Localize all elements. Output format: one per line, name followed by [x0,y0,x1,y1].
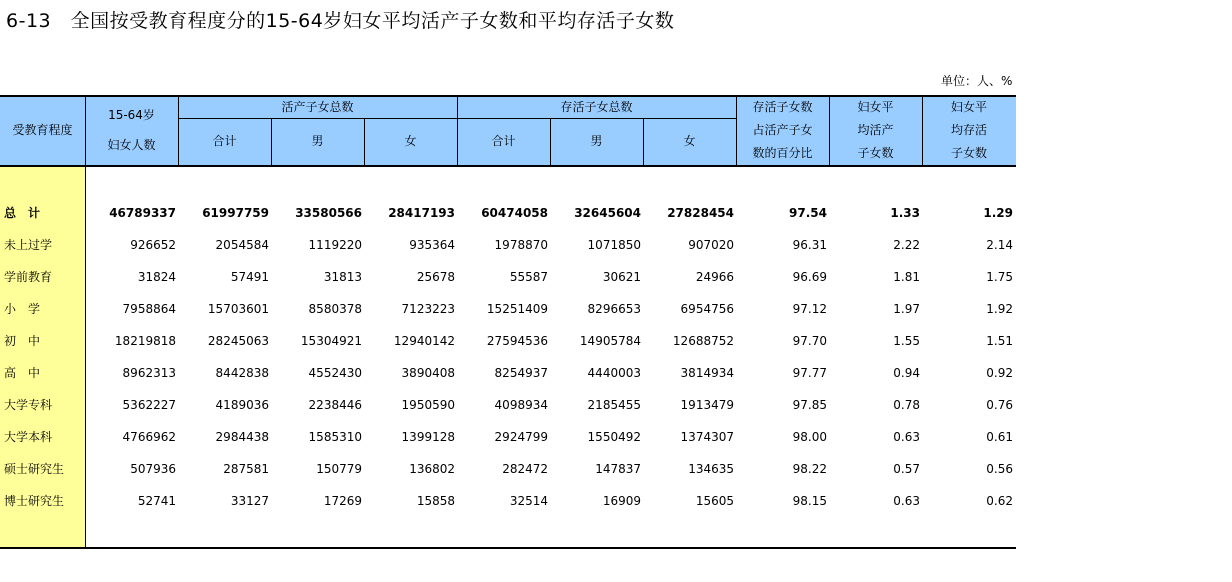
table-cell: 46789337 [109,206,176,220]
table-cell: 2984438 [215,430,269,444]
table-cell: 1950590 [401,398,455,412]
table-cell: 97.12 [792,302,827,316]
header-women-count: 15-64岁 [108,108,155,122]
table-row [0,491,1016,511]
table-cell: 1.97 [893,302,920,316]
table-cell: 32514 [509,494,548,508]
table-cell: 0.61 [986,430,1013,444]
table-cell: 98.22 [792,462,827,476]
page-title: 6-13 全国按受教育程度分的15-64岁妇女平均活产子女数和平均存活子女数 [6,10,675,32]
table-cell: 16909 [602,494,641,508]
table-cell: 28245063 [207,334,269,348]
table-cell: 25678 [416,270,455,284]
row-label: 初 中 [4,334,41,348]
divider [85,97,86,548]
table-cell: 134635 [688,462,734,476]
table-cell: 287581 [223,462,269,476]
row-label: 博士研究生 [4,494,65,508]
table-cell: 97.54 [789,206,827,220]
header-male: 男 [311,134,324,148]
table-cell: 1.75 [986,270,1013,284]
data-table [0,95,1016,550]
table-cell: 1978870 [494,238,548,252]
table-cell: 18219818 [114,334,176,348]
table-cell: 4189036 [215,398,269,412]
table-cell: 907020 [688,238,734,252]
row-label: 大学本科 [4,430,53,444]
table-cell: 33127 [230,494,269,508]
table-cell: 3890408 [401,366,455,380]
table-cell: 935364 [409,238,455,252]
header-avg-live: 妇女平 [857,100,894,114]
table-cell: 507936 [130,462,176,476]
header-ratio: 占活产子女 [752,123,813,137]
table-cell: 4766962 [122,430,176,444]
table-cell: 15304921 [300,334,362,348]
table-cell: 55587 [509,270,548,284]
header-avg-surviving: 子女数 [950,146,987,160]
table-cell: 0.63 [893,430,920,444]
table-cell: 4552430 [308,366,362,380]
header-female: 女 [404,134,417,148]
header-ratio: 存活子女数 [752,100,813,114]
table-cell: 1.51 [986,334,1013,348]
table-cell: 97.77 [792,366,827,380]
header-avg-surviving: 均存活 [950,123,987,137]
header-avg-surviving: 妇女平 [950,100,987,114]
unit-label: 单位：人、% [941,74,1013,88]
table-cell: 1913479 [680,398,734,412]
table-cell: 0.57 [893,462,920,476]
table-cell: 97.85 [792,398,827,412]
table-cell: 2924799 [494,430,548,444]
table-cell: 96.69 [792,270,827,284]
table-cell: 1.33 [890,206,920,220]
table-cell: 98.15 [792,494,827,508]
header-women-count: 妇女人数 [107,138,156,152]
table-cell: 2054584 [215,238,269,252]
table-cell: 14905784 [579,334,641,348]
table-cell: 1.81 [893,270,920,284]
table-cell: 33580566 [295,206,362,220]
table-row [0,267,1016,287]
row-label: 未上过学 [4,238,53,252]
table-cell: 1374307 [680,430,734,444]
table-cell: 60474058 [481,206,548,220]
table-row [0,331,1016,351]
table-cell: 15703601 [207,302,269,316]
table-cell: 98.00 [792,430,827,444]
table-cell: 1550492 [587,430,641,444]
table-cell: 2238446 [308,398,362,412]
table-cell: 0.78 [893,398,920,412]
table-cell: 0.56 [986,462,1013,476]
table-cell: 12688752 [672,334,734,348]
row-label: 大学专科 [4,398,53,412]
table-cell: 136802 [409,462,455,476]
header-sum: 合计 [212,134,237,148]
table-cell: 15251409 [486,302,548,316]
table-cell: 24966 [695,270,734,284]
table-row [0,363,1016,383]
table-cell: 147837 [595,462,641,476]
table-cell: 28417193 [388,206,455,220]
table-cell: 1399128 [401,430,455,444]
table-cell: 8254937 [494,366,548,380]
header-ratio: 数的百分比 [752,146,813,160]
header-sum: 合计 [491,134,516,148]
header-surviving: 存活子女总数 [560,100,633,114]
table-cell: 0.92 [986,366,1013,380]
table-cell: 0.94 [893,366,920,380]
row-label: 小 学 [4,302,41,316]
table-cell: 7958864 [122,302,176,316]
table-cell: 30621 [602,270,641,284]
table-cell: 97.70 [792,334,827,348]
divider [178,118,736,119]
table-cell: 31813 [323,270,362,284]
table-cell: 6954756 [680,302,734,316]
table-row [0,395,1016,415]
bottom-rule [0,547,1016,549]
row-label: 学前教育 [4,270,53,284]
header-female: 女 [683,134,696,148]
table-cell: 926652 [130,238,176,252]
table-row [0,203,1016,223]
table-cell: 3814934 [680,366,734,380]
table-cell: 4098934 [494,398,548,412]
table-cell: 0.62 [986,494,1013,508]
table-cell: 1585310 [308,430,362,444]
table-cell: 5362227 [122,398,176,412]
table-cell: 32645604 [574,206,641,220]
header-education: 受教育程度 [12,123,73,137]
row-label: 总 计 [4,206,41,220]
header-male: 男 [590,134,603,148]
header-avg-live: 均活产 [857,123,894,137]
table-cell: 7123223 [401,302,455,316]
table-cell: 17269 [323,494,362,508]
table-cell: 4440003 [587,366,641,380]
table-cell: 1119220 [308,238,362,252]
table-cell: 52741 [137,494,176,508]
table-cell: 150779 [316,462,362,476]
table-cell: 96.31 [792,238,827,252]
table-cell: 12940142 [393,334,455,348]
row-label: 硕士研究生 [4,462,65,476]
table-cell: 1.92 [986,302,1013,316]
table-row [0,459,1016,479]
header-live-births: 活产子女总数 [281,100,354,114]
table-cell: 1071850 [587,238,641,252]
table-cell: 2.22 [893,238,920,252]
table-cell: 8442838 [215,366,269,380]
table-row [0,427,1016,447]
table-cell: 15858 [416,494,455,508]
table-cell: 15605 [695,494,734,508]
table-cell: 31824 [137,270,176,284]
table-cell: 61997759 [202,206,269,220]
table-row [0,235,1016,255]
table-cell: 57491 [230,270,269,284]
table-cell: 8962313 [122,366,176,380]
table-cell: 27828454 [667,206,734,220]
table-cell: 1.55 [893,334,920,348]
table-cell: 27594536 [486,334,548,348]
table-cell: 0.63 [893,494,920,508]
table-cell: 282472 [502,462,548,476]
table-cell: 2.14 [986,238,1013,252]
table-cell: 8580378 [308,302,362,316]
table-cell: 1.29 [983,206,1013,220]
header-avg-live: 子女数 [857,146,894,160]
table-cell: 8296653 [587,302,641,316]
table-cell: 0.76 [986,398,1013,412]
row-label: 高 中 [4,366,41,380]
table-cell: 2185455 [587,398,641,412]
table-row [0,299,1016,319]
